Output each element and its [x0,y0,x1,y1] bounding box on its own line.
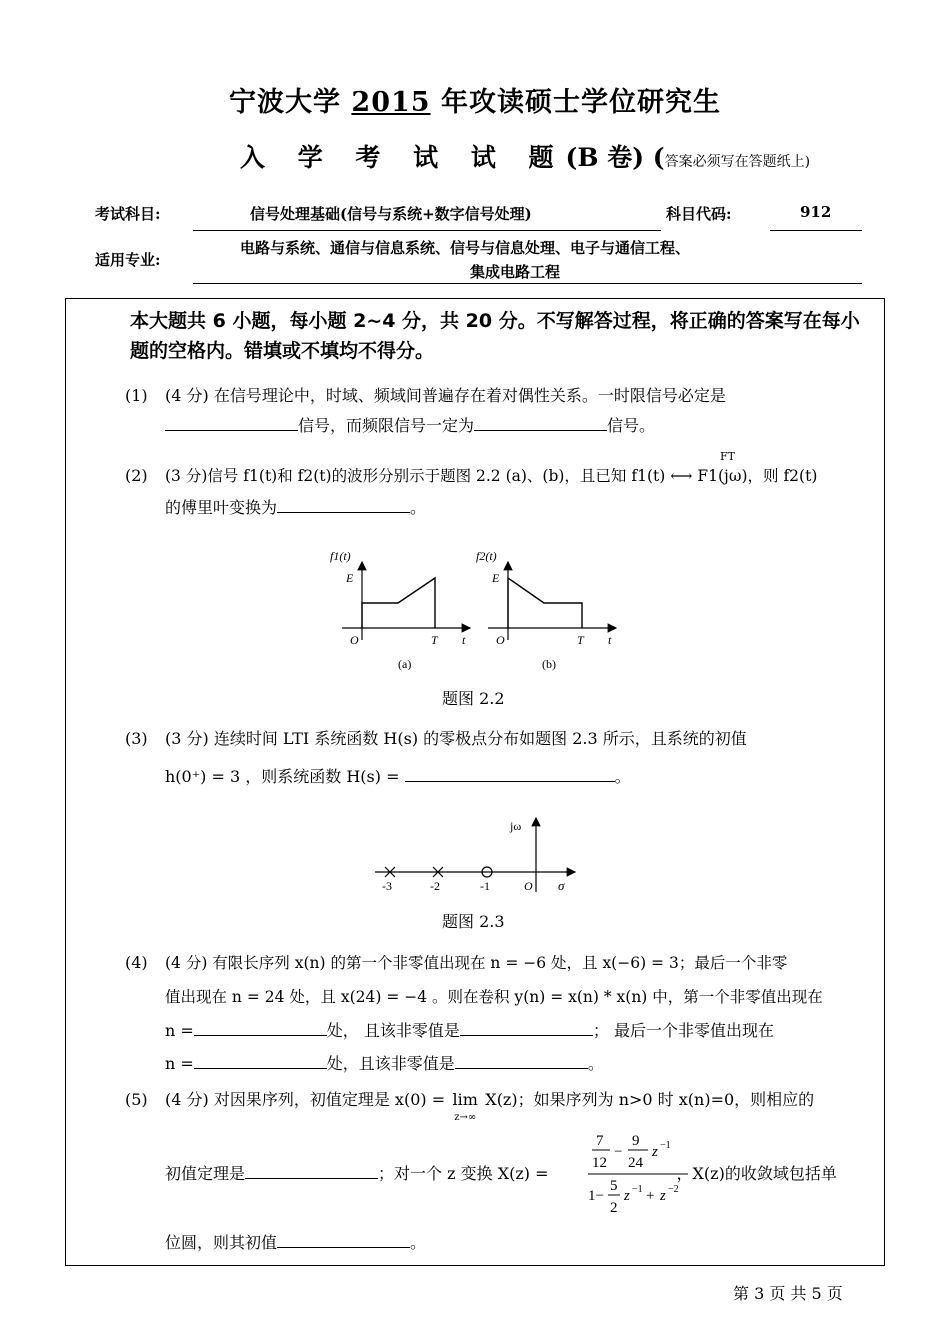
subject-underline [193,230,661,231]
svg-text:24: 24 [628,1155,643,1171]
major-line-1: 电路与系统、通信与信息系统、信号与信息处理、电子与通信工程、 [240,239,691,257]
major-label: 适用专业: [95,251,161,269]
fig-a-label: (a) [398,657,412,671]
fig-b-O: O [496,633,505,647]
q4-number: (4) [125,953,148,972]
q3-number: (3) [125,729,148,748]
z-transform-fraction [586,1128,691,1223]
exam-title: 宁波大学 2015 年攻读硕士学位研究生 [229,87,721,118]
exam-year: 2015 [351,87,431,118]
page-number: 第 3 页 共 5 页 [733,1284,843,1303]
fig-b-ylabel: f2(t) [476,549,497,563]
q4-text: (4 分) 有限长序列 x(n) 的第一个非零值出现在 n = −6 处，且 x(−6) = 3；最后一个非零 [165,954,788,972]
svg-text:5: 5 [610,1178,618,1194]
subject-value: 信号处理基础(信号与系统+数字信号处理) [250,205,532,223]
q5-line1: (4 分) 对因果序列，初值定理是 x(0) = lim z→∞ X(z)；如果序列为 n>0 时 x(n)=0，则相应的 [165,1089,875,1111]
answer-blank[interactable] [474,416,607,431]
answer-blank[interactable] [460,1021,593,1036]
fig-b-waveform [508,578,582,628]
ft-label: FT [720,450,735,463]
paper-type: (B 卷) [565,143,645,172]
q5-line3: 位圆，则其初值 。 [165,1233,427,1252]
exam-subtitle: 入 学 考 试 试 题(B 卷) (答案必须写在答题纸上) [240,143,811,172]
sigma-label: σ [558,878,565,893]
q5-line2: 初值定理是 ；对一个 z 变换 X(z) = ，X(z)的收敛域包括单 [165,1164,837,1183]
fig-a-t: t [462,633,466,647]
fig-a-O: O [350,633,359,647]
answer-blank[interactable] [455,1054,588,1069]
fig-b-T: T [577,633,584,647]
q4-line4: n = 处，且该非零值是 。 [165,1054,604,1073]
q2-line2: 的傅里叶变换为 。 [165,498,427,517]
q5-number: (5) [125,1090,148,1109]
subject-label: 考试科目: [95,205,161,223]
q4-line3: n = 处， 且该非零值是 ； 最后一个非零值出现在 [165,1021,774,1040]
fig-a-E: E [346,571,354,585]
fig-b-E: E [492,571,500,585]
svg-text:−1: −1 [632,1184,643,1195]
lim-symbol: lim [452,1090,478,1109]
fig-a-ylabel: f1(t) [330,549,351,563]
q2-number: (2) [125,466,148,485]
svg-text:−2: −2 [668,1184,679,1195]
figure-2-2 [320,540,620,675]
svg-text:−: − [614,1144,623,1160]
svg-text:−1: −1 [660,1140,671,1151]
answer-blank[interactable] [245,1164,378,1179]
fig-b-t: t [608,633,612,647]
q1-line2: 信号，而频限信号一定为 信号。 [165,415,875,437]
svg-text:12: 12 [592,1155,607,1171]
q3-line2: h(0⁺) = 3 ，则系统函数 H(s) = 。 [165,767,631,786]
answer-blank[interactable] [277,1233,410,1248]
answer-blank[interactable] [194,1021,327,1036]
section-intro: 本大题共 6 小题，每小题 2~4 分，共 20 分。不写解答过程，将正确的答案写在每小题的空格内。错填或不填均不得分。 [130,310,860,362]
code-value: 912 [800,203,832,221]
paper-note: 答案必须写在答题纸上) [664,154,811,170]
svg-text:2: 2 [610,1200,618,1216]
fig-a-T: T [431,633,438,647]
q1-text: (4 分) 在信号理论中，时域、频域间普遍存在着对偶性关系。一时限信号必定是 [165,386,726,405]
svg-text:+: + [646,1188,655,1204]
fig-a-waveform [362,578,435,628]
major-underline [193,283,862,284]
answer-blank[interactable] [165,416,298,431]
q4-line2: 值出现在 n = 24 处，且 x(24) = −4 。则在卷积 y(n) = x(n) * x(n) 中，第一个非零值出现在 [165,988,823,1006]
tick-label: -1 [480,879,490,893]
jw-label: jω [510,819,522,833]
svg-text:1−: 1− [588,1188,604,1204]
tick-label: -3 [382,879,392,893]
answer-blank[interactable] [405,767,615,782]
svg-text:z: z [652,1144,658,1160]
q1-number: (1) [125,386,148,405]
svg-text:9: 9 [632,1133,640,1149]
code-label: 科目代码: [666,205,732,223]
svg-text:z: z [660,1188,666,1204]
fig-b-label: (b) [542,657,556,671]
fig-2-2-caption: 题图 2.2 [442,689,505,708]
answer-blank[interactable] [277,498,410,513]
svg-text:7: 7 [596,1133,604,1149]
major-line-2: 集成电路工程 [470,263,561,281]
q2-text: (3 分)信号 f1(t)和 f2(t)的波形分别示于题图 2.2 (a)、(b)，且已知 f1(t) ⟷ F1(jω)，则 f2(t) [165,467,818,485]
fig-2-3-caption: 题图 2.3 [442,912,505,931]
code-underline [770,230,862,231]
tick-label: -2 [430,879,440,893]
answer-blank[interactable] [194,1054,327,1069]
lim-subscript: z→∞ [454,1112,477,1123]
svg-text:z: z [624,1188,630,1204]
figure-2-3 [370,812,585,897]
origin-label: O [524,879,533,893]
q3-text: (3 分) 连续时间 LTI 系统函数 H(s) 的零极点分布如题图 2.3 所示，且系统的初值 [165,729,747,748]
